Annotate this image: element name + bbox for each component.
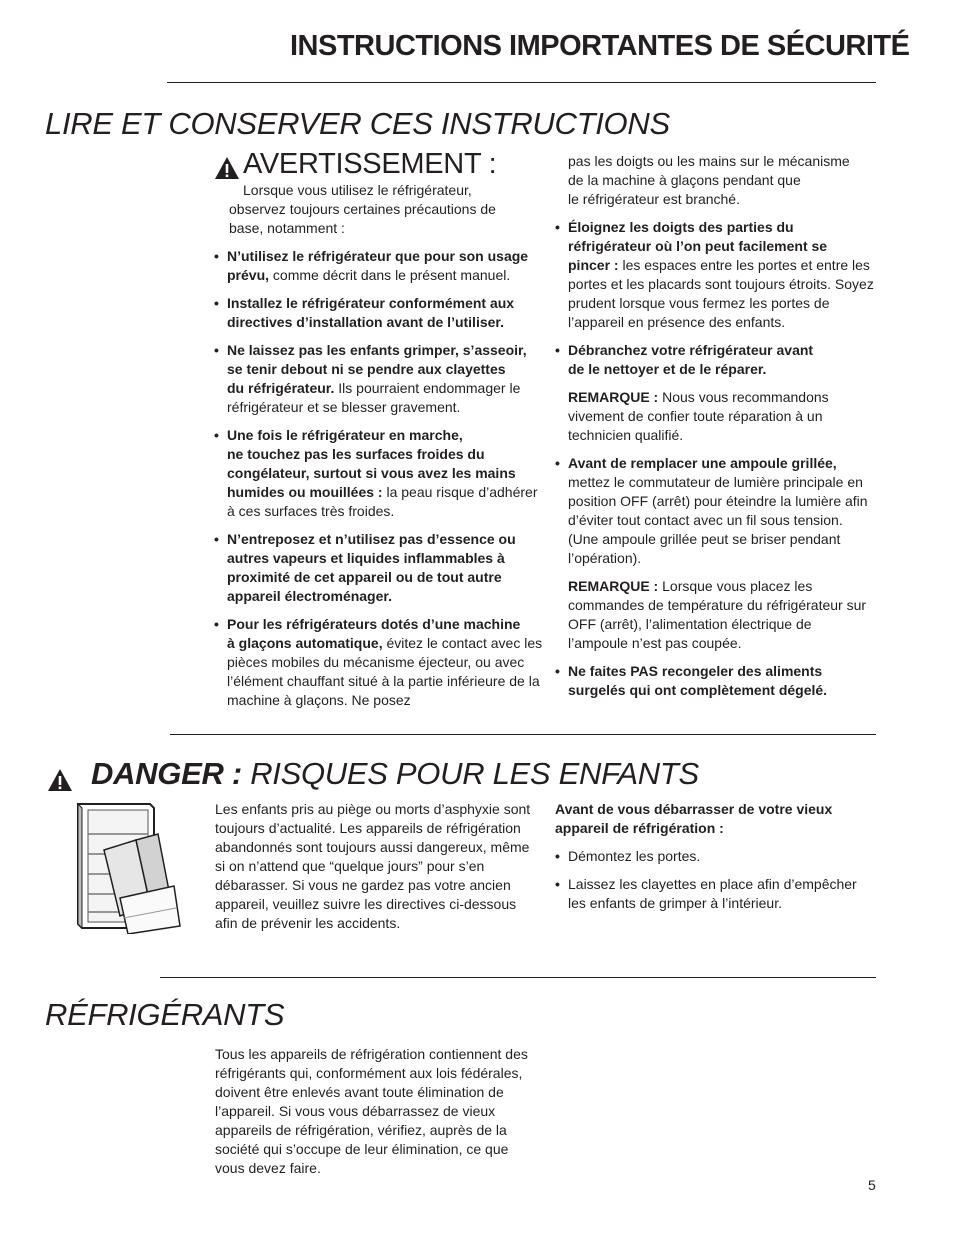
warning-left-column [214, 181, 544, 719]
refrigerator-illustration-icon [74, 800, 186, 934]
bullet-bold: Une fois le réfrigérateur en marche, [227, 427, 463, 443]
note-label: REMARQUE : [568, 578, 659, 594]
warning-triangle-icon [47, 768, 73, 792]
warning-right-column [555, 152, 875, 709]
warning-intro-line-2: observez toujours certaines précautions de [229, 201, 496, 217]
list-item [555, 454, 875, 568]
bullet-bold: Avant de remplacer une ampoule grillée, [568, 455, 837, 471]
bullet-bold: à glaçons automatique, [227, 635, 383, 651]
bullet-bold: congélateur, surtout si vous avez les mains [227, 465, 516, 481]
list-item [555, 875, 875, 913]
danger-word: DANGER : [91, 756, 242, 791]
bullet-bold: Débranchez votre réfrigérateur avant [568, 342, 814, 358]
list-item [214, 247, 544, 285]
list-item [214, 426, 544, 521]
bullet-bold: de le nettoyer et de le réparer. [568, 361, 767, 377]
section-title-refrigerants: RÉFRIGÉRANTS [45, 997, 285, 1032]
note-remarque [555, 577, 875, 653]
bullet-bold: N’utilisez le réfrigérateur que pour son usage [227, 248, 529, 264]
section-divider [170, 734, 876, 735]
list-item [214, 294, 544, 332]
bullet-bold: appareil électroménager. [227, 588, 392, 604]
bullet-bold: Ne faites PAS recongeler des aliments [568, 663, 823, 679]
warning-intro-line-3: base, notamment : [229, 220, 345, 236]
note-label: REMARQUE : [568, 389, 659, 405]
section-divider [160, 977, 876, 978]
bullet-bold: directives d’installation avant de l’utiliser. [227, 314, 504, 330]
bullet-bold: pincer : [568, 257, 619, 273]
warning-title: AVERTISSEMENT : [243, 148, 497, 180]
list-item [214, 530, 544, 606]
note-text: Lorsque vous placez les commandes de température du réfrigérateur sur OFF (arrêt), l’alimentation électrique de l’ampoule n’est pas coupée. [568, 578, 867, 651]
note-text: Nous vous recommandons vivement de confier toute réparation à un technicien qualifié. [568, 389, 829, 443]
bullet-text: Ils pourraient endommager le réfrigérateur et se blesser gravement. [227, 380, 521, 415]
warning-intro-line-1: Lorsque vous utilisez le réfrigérateur, [243, 182, 472, 198]
bullet-bold: Installez le réfrigérateur conformément aux [227, 295, 515, 311]
page-header-title: INSTRUCTIONS IMPORTANTES DE SÉCURITÉ [290, 30, 910, 62]
continuation-line-3: le réfrigérateur est branché. [568, 191, 740, 207]
list-item [214, 341, 544, 417]
danger-title [91, 756, 699, 792]
continuation-line-2: de la machine à glaçons pendant que [568, 172, 801, 188]
disposal-heading: Avant de vous débarrasser de votre vieux appareil de réfrigération : [555, 801, 833, 836]
bullet-bold: humides ou mouillées : [227, 484, 383, 500]
bullet-text: Laissez les clayettes en place afin d’empêcher les enfants de grimper à l’intérieur. [568, 876, 857, 911]
bullet-text: les espaces entre les portes et entre les portes et les placards sont toujours étroits. Soyez prudent lorsque vous fermez les portes de l’appareil en présence des enfants. [568, 257, 874, 330]
note-remarque [555, 388, 875, 445]
bullet-bold: surgelés qui ont complètement dégelé. [568, 682, 828, 698]
list-item [555, 341, 875, 379]
bullet-text: comme décrit dans le présent manuel. [269, 267, 511, 283]
danger-right-column [555, 800, 875, 922]
refrigerants-text: Tous les appareils de réfrigération contiennent des réfrigérants qui, conformément aux lois fédérales, doivent être enlevés avant toute élimination de l’appareil. Si vous vous débarrassez de vieux appareils de réfrigération, vérifiez, auprès de la société qui s’occupe de leur élimination, ce que vous devez faire. [215, 1046, 528, 1176]
danger-left-text: Les enfants pris au piège ou morts d’asphyxie sont toujours d’actualité. Les appareils de réfrigération abandonnés sont toujours aussi dangereux, même si on n’attend que “quelque jours” pour s’en débarasser. Si vous ne gardez pas votre ancien appareil, veuillez suivre les directives ci-dessous afin de prévenir les accidents. [215, 801, 531, 931]
section-title-lire: LIRE ET CONSERVER CES INSTRUCTIONS [45, 106, 670, 141]
bullet-text: mettez le commutateur de lumière principale en position OFF (arrêt) pour éteindre la lumière afin d’éviter tout contact avec un fil sous tension. (Une ampoule grillée peut se briser pendant l’opération). [568, 474, 868, 566]
bullet-bold: proximité de cet appareil ou de tout autre [227, 569, 502, 585]
bullet-text: Démontez les portes. [568, 848, 701, 864]
list-item [555, 662, 875, 700]
bullet-text: évitez le contact avec les pièces mobiles du mécanisme éjecteur, ou avec l’élément chauffant situé à la partie inférieure de la machine à glaçons. Ne posez [227, 635, 543, 708]
bullet-text: la peau risque d’adhérer à ces surfaces très froides. [227, 484, 538, 519]
bullet-bold: réfrigérateur où l’on peut facilement se [568, 238, 828, 254]
page-number: 5 [868, 1177, 876, 1193]
list-item [555, 847, 875, 866]
bullet-bold: Ne laissez pas les enfants grimper, s’asseoir, [227, 342, 527, 358]
list-item [555, 218, 875, 332]
list-item [214, 615, 544, 710]
continuation-line-1: pas les doigts ou les mains sur le mécanisme [568, 153, 850, 169]
bullet-bold: se tenir debout ni se pendre aux clayettes [227, 361, 506, 377]
bullet-bold: Pour les réfrigérateurs dotés d’une machine [227, 616, 521, 632]
warning-triangle-icon [214, 156, 240, 180]
bullet-bold: autres vapeurs et liquides inflammables à [227, 550, 505, 566]
danger-subtitle: RISQUES POUR LES ENFANTS [241, 756, 699, 791]
bullet-bold: N’entreposez et n’utilisez pas d’essence ou [227, 531, 516, 547]
bullet-bold: ne touchez pas les surfaces froides du [227, 446, 485, 462]
bullet-bold: Éloignez les doigts des parties du [568, 219, 794, 235]
bullet-bold: prévu, [227, 267, 270, 283]
bullet-bold: du réfrigérateur. [227, 380, 335, 396]
header-rule [167, 82, 876, 83]
